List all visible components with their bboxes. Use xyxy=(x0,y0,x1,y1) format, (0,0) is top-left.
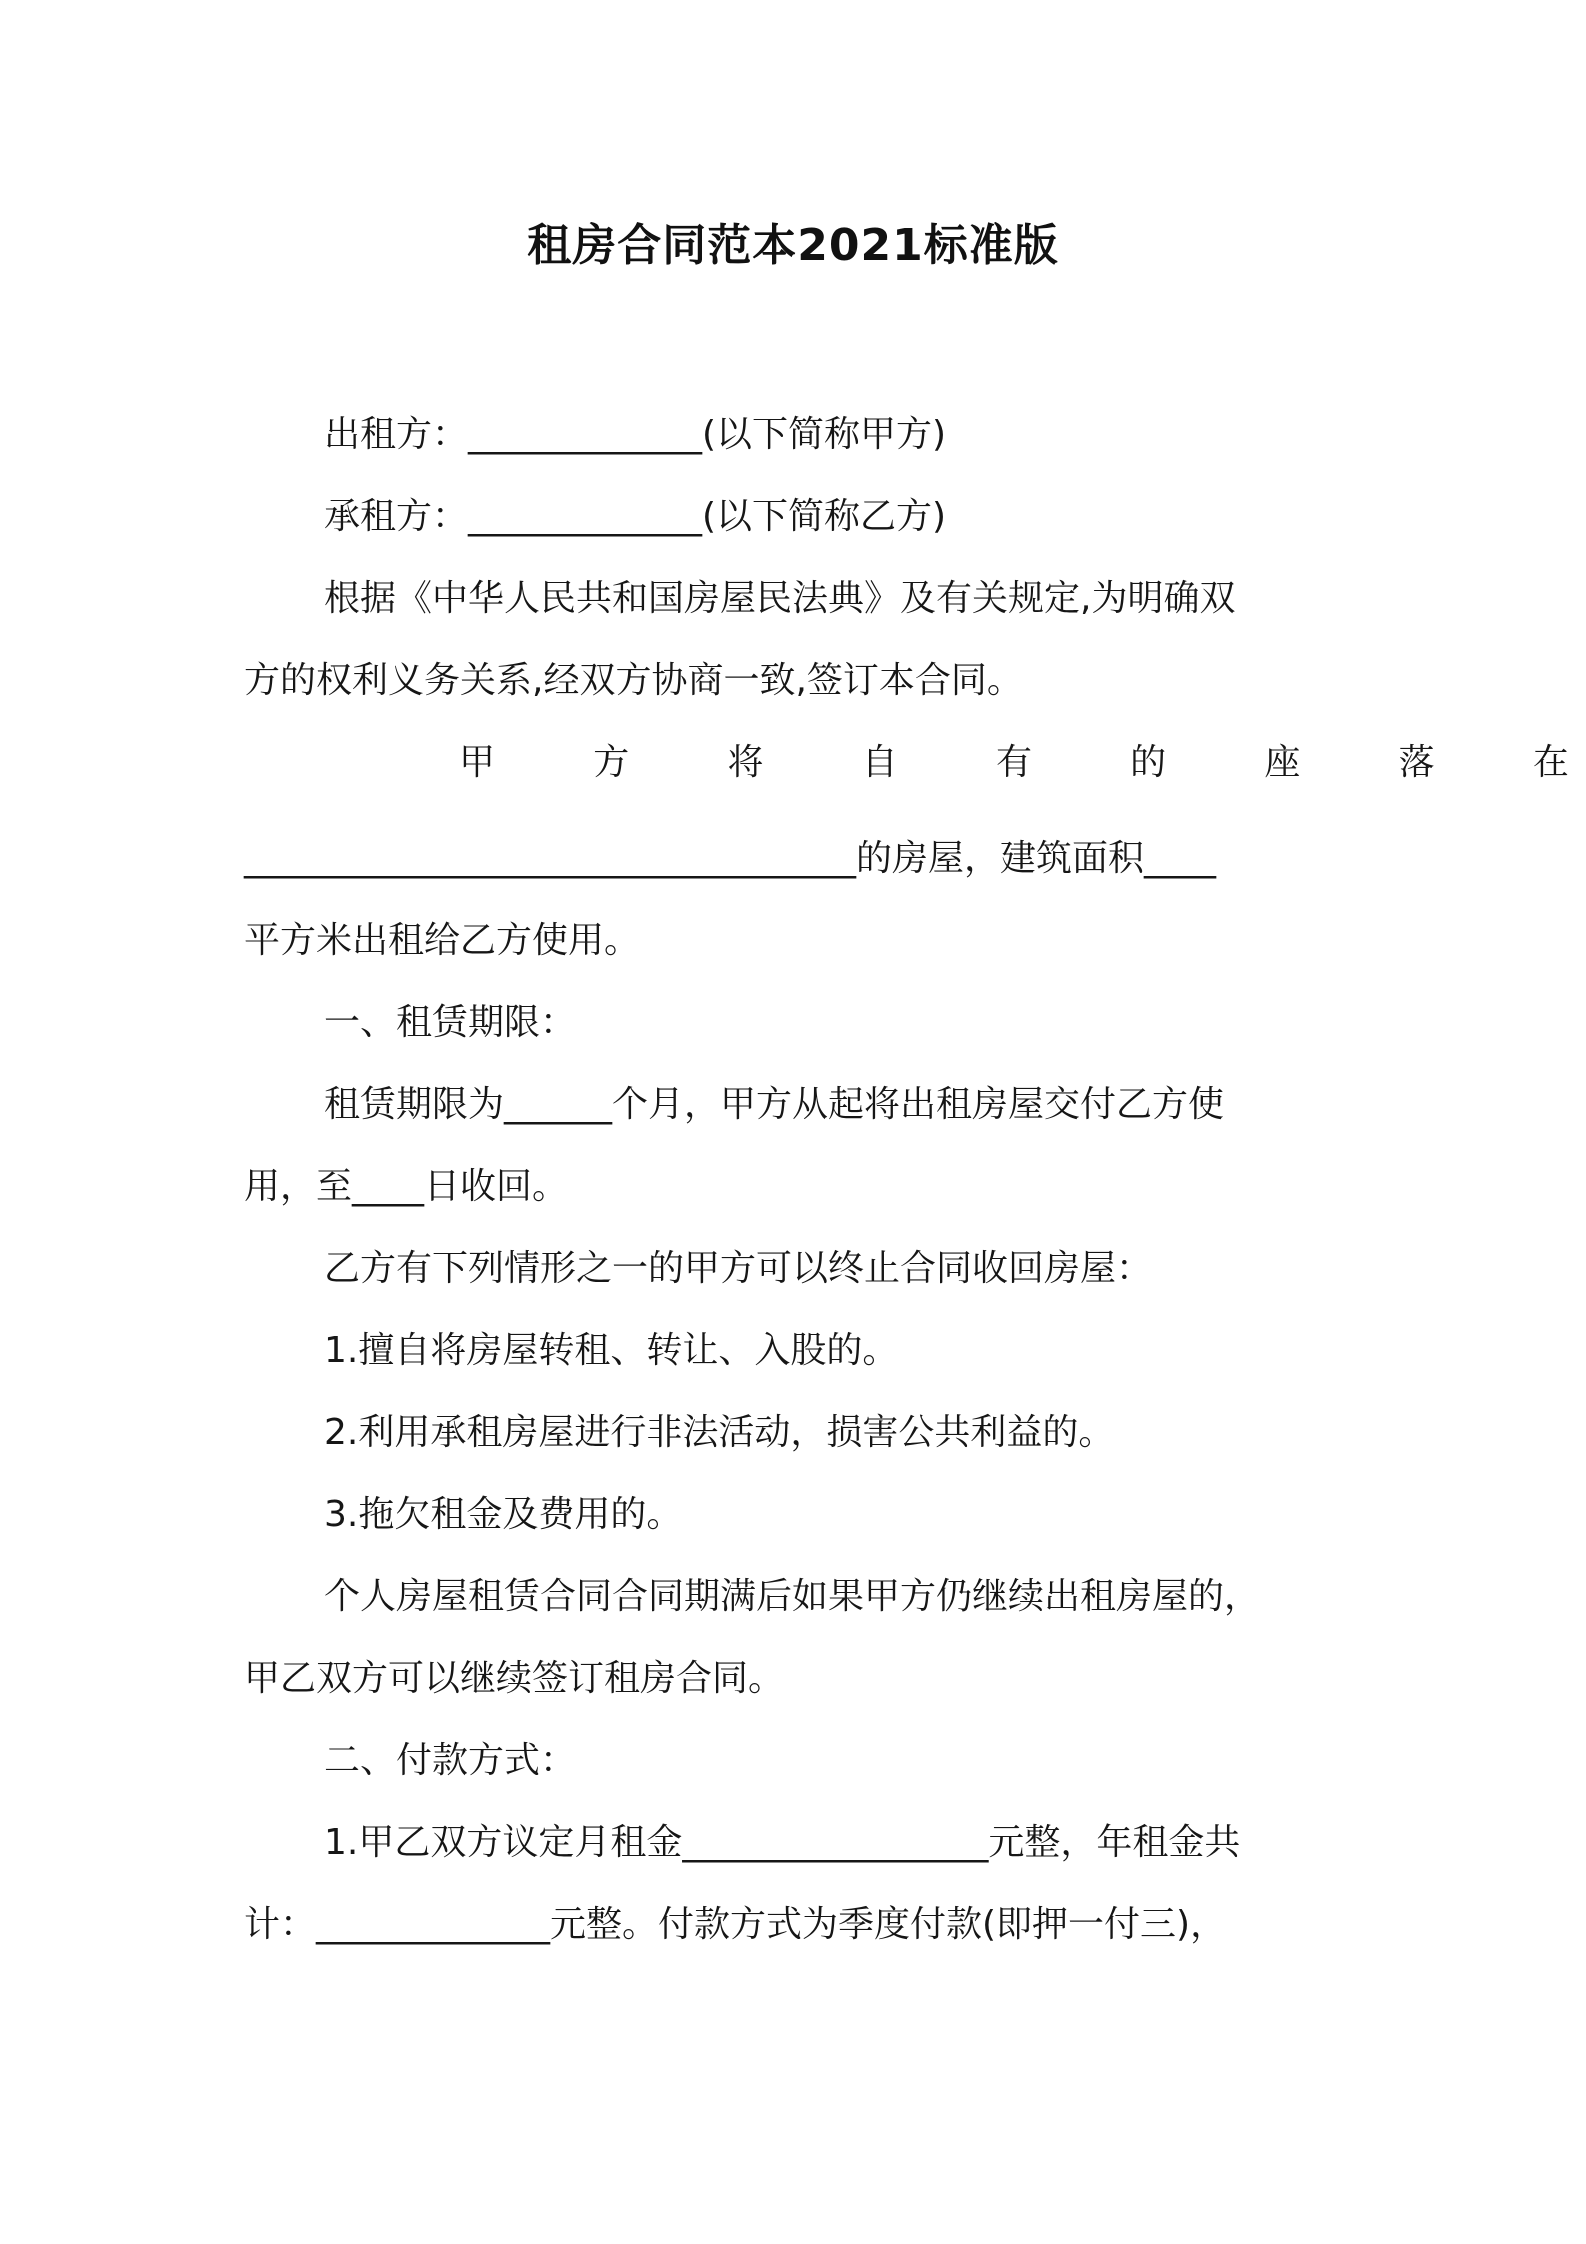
lease-term-line-2: 用，至____日收回。 xyxy=(244,1166,569,1207)
spread-char: 甲 xyxy=(459,742,496,783)
property-area-line: __________________________________的房屋，建筑面积____ xyxy=(244,838,1217,879)
spread-char: 自 xyxy=(861,742,898,783)
lease-term-line-1: 租赁期限为______个月，甲方从起将出租房屋交付乙方使 xyxy=(324,1084,1225,1125)
lessee-line: 承租方：_____________(以下简称乙方) xyxy=(324,496,947,537)
termination-intro-line: 乙方有下列情形之一的甲方可以终止合同收回房屋： xyxy=(324,1248,1153,1289)
spread-char: 在 xyxy=(1532,742,1569,783)
section-heading-payment: 二、付款方式： xyxy=(324,1740,577,1781)
spread-char: 将 xyxy=(727,742,764,783)
renewal-line-1: 个人房屋租赁合同合同期满后如果甲方仍继续出租房屋的， xyxy=(324,1576,1261,1617)
termination-item-2: 2.利用承租房屋进行非法活动，损害公共利益的。 xyxy=(324,1412,1115,1453)
property-location-line xyxy=(244,722,1569,804)
preamble-line-2: 方的权利义务关系,经双方协商一致,签订本合同。 xyxy=(244,660,1023,701)
termination-item-3: 3.拖欠租金及费用的。 xyxy=(324,1494,683,1535)
section-heading-lease-term: 一、租赁期限： xyxy=(324,1002,577,1043)
spread-char: 的 xyxy=(1130,742,1167,783)
spread-char: 落 xyxy=(1398,742,1435,783)
payment-line-1: 1.甲乙双方议定月租金_________________元整，年租金共 xyxy=(324,1822,1241,1863)
spread-char: 座 xyxy=(1264,742,1301,783)
preamble-line-1: 根据《中华人民共和国房屋民法典》及有关规定,为明确双 xyxy=(324,578,1236,619)
termination-item-1: 1.擅自将房屋转租、转让、入股的。 xyxy=(324,1330,899,1371)
spread-char: 有 xyxy=(995,742,1032,783)
renewal-line-2: 甲乙双方可以继续签订租房合同。 xyxy=(244,1658,785,1699)
lessor-line: 出租方：_____________(以下简称甲方) xyxy=(324,414,947,455)
document-title: 租房合同范本2021标准版 xyxy=(527,220,1059,271)
property-usage-line: 平方米出租给乙方使用。 xyxy=(244,920,641,961)
spread-char: 方 xyxy=(593,742,630,783)
payment-line-2: 计：_____________元整。付款方式为季度付款(即押一付三)， xyxy=(244,1904,1227,1945)
